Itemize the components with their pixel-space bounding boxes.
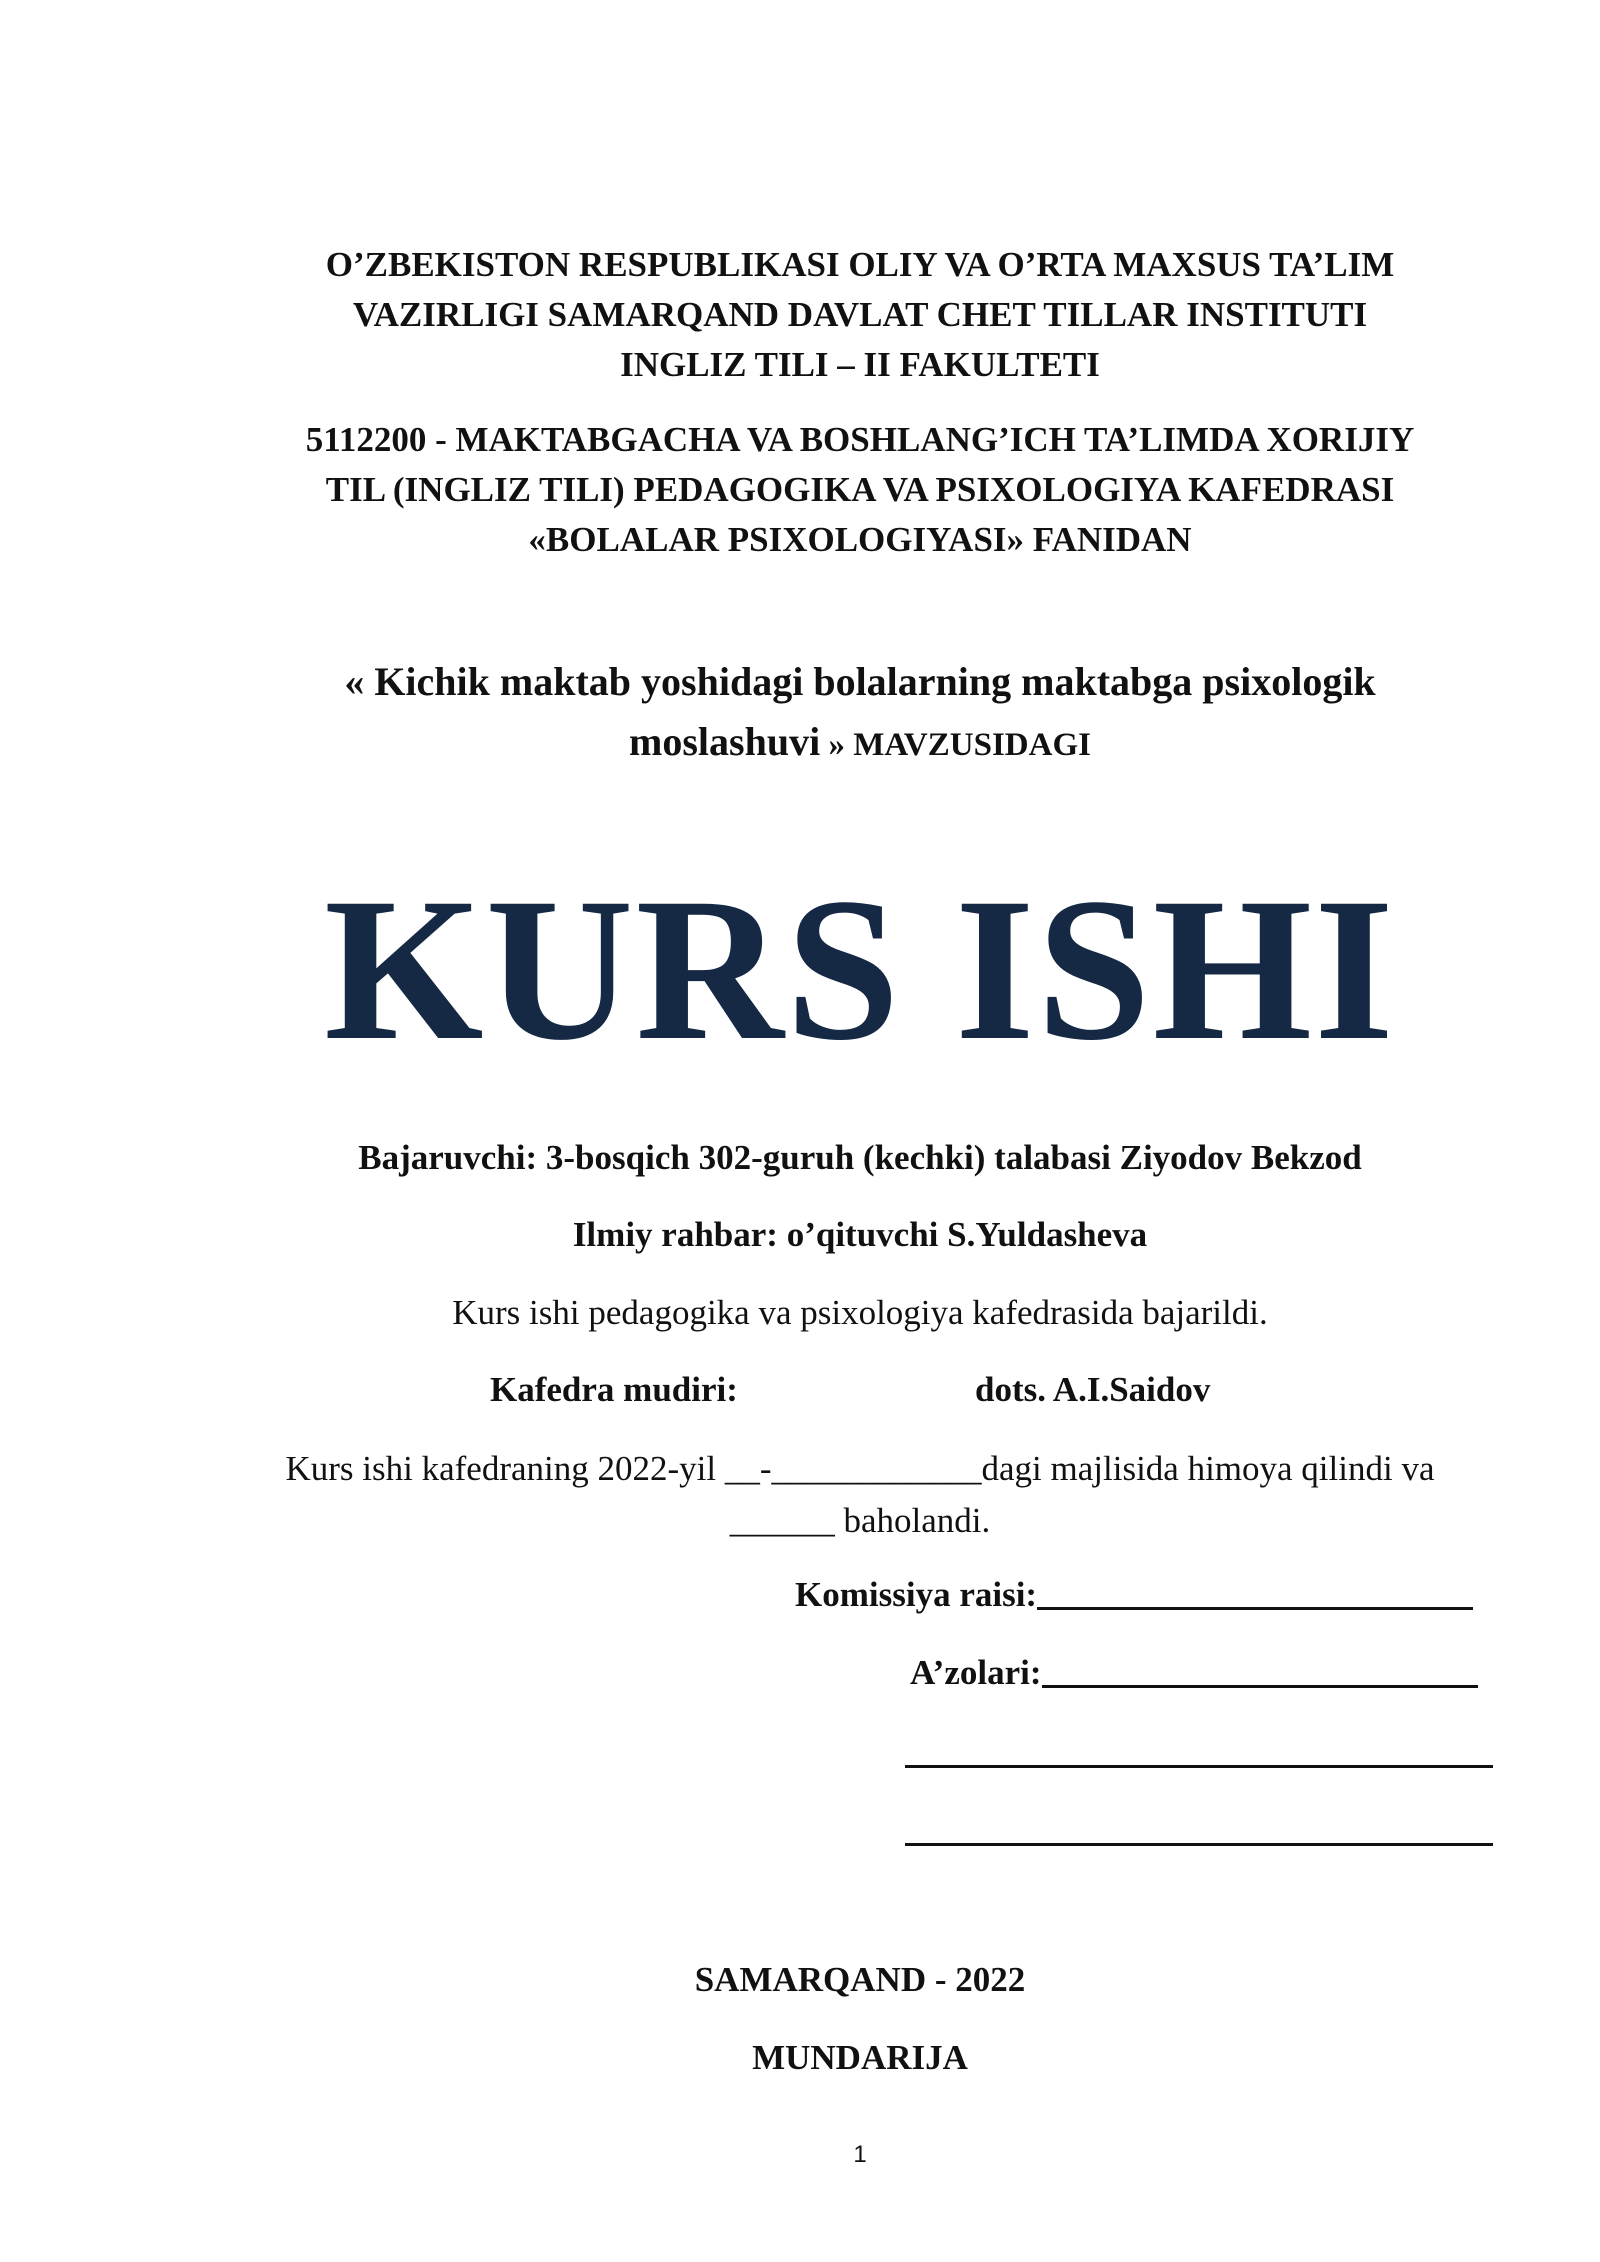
city-year: SAMARQAND - 2022 [694, 1960, 1026, 1999]
page-number: 1 [853, 2141, 867, 2168]
faculty-line: INGLIZ TILI – II FAKULTETI [620, 345, 1100, 384]
topic-line-2 [200, 712, 1520, 775]
ministry-header [200, 240, 1520, 390]
department-head-label: Kafedra mudiri: [490, 1370, 738, 1409]
document-title: KURS ISHI [324, 856, 1396, 1083]
signature-line [1037, 1607, 1473, 1610]
topic-block [200, 652, 1520, 775]
topic-line-1: « Kichik maktab yoshidagi bolalarning maktabga psixologik [344, 659, 1376, 704]
ministry-line-1: O’ZBEKISTON RESPUBLIKASI OLIY VA O’RTA MAXSUS TA’LIM [325, 245, 1395, 284]
commission-chair-signature [795, 1570, 1473, 1620]
topic-line-2-suffix: » MAVZUSIDAGI [820, 727, 1091, 763]
defense-note-line-1: Kurs ishi kafedraning 2022-yil __-____________dagi majlisida himoya qilindi va [285, 1449, 1435, 1488]
subject-line: «BOLALAR PSIXOLOGIYASI» FANIDAN [528, 520, 1192, 559]
department-head-name: dots. A.I.Saidov [975, 1370, 1211, 1409]
defense-note-line-2: ______ baholandi. [729, 1501, 991, 1540]
signature-line [905, 1843, 1493, 1846]
department-line-1: 5112200 - MAKTABGACHA VA BOSHLANG’ICH TA’LIMDA XORIJIY [305, 420, 1415, 459]
signature-line [905, 1765, 1493, 1768]
ministry-line-2: VAZIRLIGI SAMARQAND DAVLAT CHET TILLAR INSTITUTI [352, 295, 1368, 334]
commission-members-label: A’zolari: [910, 1653, 1042, 1692]
commission-chair-label: Komissiya raisi: [795, 1575, 1038, 1614]
department-header [200, 415, 1520, 565]
topic-line-2-main: moslashuvi [629, 719, 821, 764]
commission-members-signature [910, 1648, 1478, 1698]
contents-heading: MUNDARIJA [752, 2038, 968, 2077]
executor-line: Bajaruvchi: 3-bosqich 302-guruh (kechki) talabasi Ziyodov Bekzod [358, 1138, 1362, 1177]
defense-note [220, 1443, 1500, 1547]
signature-line [1042, 1685, 1478, 1688]
completed-note: Kurs ishi pedagogika va psixologiya kafedrasida bajarildi. [452, 1293, 1268, 1332]
department-line-2: TIL (INGLIZ TILI) PEDAGOGIKA VA PSIXOLOGIYA KAFEDRASI [325, 470, 1395, 509]
advisor-line: Ilmiy rahbar: o’qituvchi S.Yuldasheva [572, 1215, 1148, 1254]
